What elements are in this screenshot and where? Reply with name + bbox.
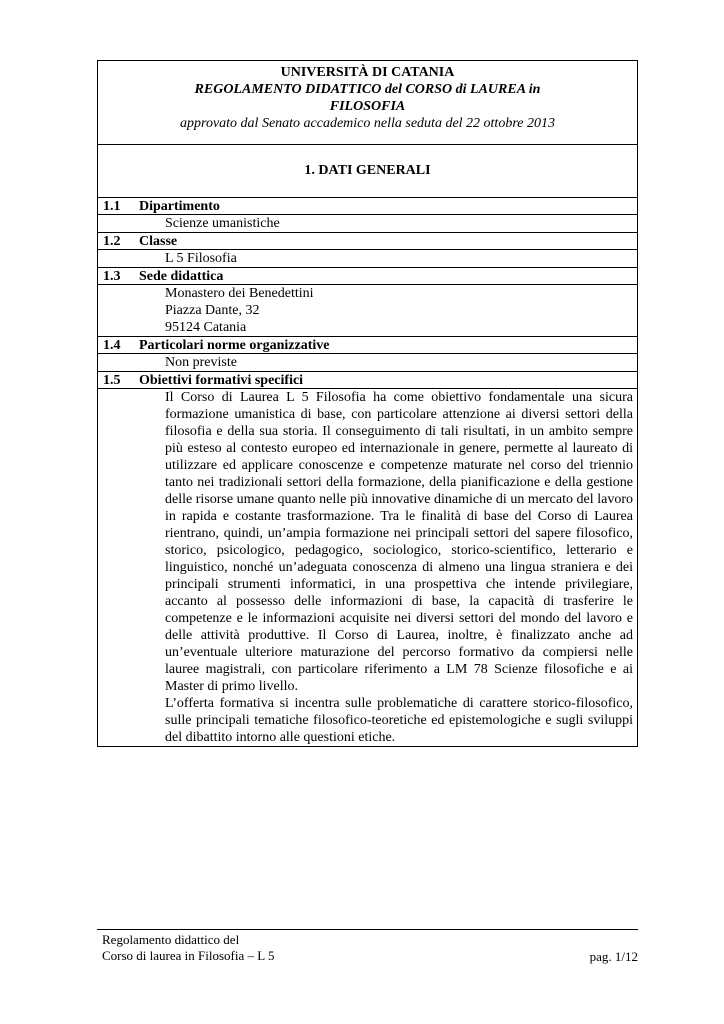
approval-note: approvato dal Senato accademico nella seduta del 22 ottobre 2013 — [180, 116, 555, 131]
item-number: 1.5 — [103, 373, 121, 388]
item-value-line: 95124 Catania — [165, 320, 247, 335]
item-header-classe — [98, 233, 637, 250]
item-header-sede — [98, 268, 637, 285]
item-number: 1.2 — [103, 234, 121, 249]
item-value-line: Monastero dei Benedettini — [165, 286, 314, 301]
item-header-dipartimento — [98, 198, 637, 215]
section-title: 1. DATI GENERALI — [98, 145, 637, 198]
paragraph: L’offerta formativa si incentra sulle problematiche di carattere storico-filosofico, sulle principali tematiche filosofico-teoretiche ed epistemologiche e sugli sviluppi del dibattito intorno alle questioni etiche. — [165, 696, 633, 745]
item-title: Classe — [139, 234, 178, 249]
item-number: 1.4 — [103, 338, 121, 353]
item-header-obiettivi — [98, 372, 637, 389]
item-number: 1.3 — [103, 269, 121, 284]
item-title: Sede didattica — [139, 269, 224, 284]
item-value-line: Non previste — [165, 355, 237, 370]
document-header — [98, 61, 637, 145]
item-value-line: Piazza Dante, 32 — [165, 303, 260, 318]
university-name: UNIVERSITÀ DI CATANIA — [280, 65, 455, 80]
item-value-dipartimento — [98, 215, 637, 233]
footer-divider — [97, 929, 638, 930]
item-value-sede — [98, 285, 637, 337]
item-value-line: L 5 Filosofia — [165, 251, 237, 266]
footer-document-title — [102, 932, 274, 964]
regulation-title-line1: REGOLAMENTO DIDATTICO del CORSO di LAUREA in — [194, 82, 541, 97]
regulation-title-line2: FILOSOFIA — [329, 99, 406, 114]
item-title: Dipartimento — [139, 199, 220, 214]
item-value-line: Scienze umanistiche — [165, 216, 280, 231]
item-value-classe — [98, 250, 637, 268]
page-number: pag. 1/12 — [589, 949, 638, 964]
item-value-norme — [98, 354, 637, 372]
item-number: 1.1 — [103, 199, 121, 214]
footer-line: Regolamento didattico del — [102, 932, 240, 947]
paragraph: Il Corso di Laurea L 5 Filosofia ha come obiettivo fondamentale una sicura formazione umanistica di base, con particolare attenzione ai diversi settori della filosofia e della sua storia. Il conseguimento di tali risultati, in un ambito sempre più esteso al contesto europeo ed internazionale in genere, permette al laureato di utilizzare ed applicare conoscenze e competenze maturate nel corso del triennio tanto nei tradizionali settori della formazione, della pianificazione e della gestione delle risorse umane quanto nelle più innovative dinamiche di un mercato del lavoro in rapida e costante trasformazione. Tra le finalità di base del Corso di Laurea rientrano, quindi, un’ampia formazione nei principali settori del sapere filosofico, storico, psicologico, pedagogico, sociologico, storico-scientifico, letterario e linguistico, nonché un’adeguata conoscenza di almeno una lingua straniera e dei principali strumenti informatici, in una prospettiva che intende privilegiare, accanto al possesso delle informazioni di base, la capacità di trasferire le competenze e le informazioni acquisite nei diversi settori del mondo del lavoro e delle attività produttive. Il Corso di Laurea, inoltre, è finalizzato anche ad un’eventuale ulteriore maturazione del percorso formativo da compiersi nelle lauree magistrali, con particolare riferimento a LM 78 Scienze filosofiche e ai Master di primo livello. — [165, 390, 633, 694]
footer-line: Corso di laurea in Filosofia – L 5 — [102, 948, 275, 963]
item-header-norme — [98, 337, 637, 354]
item-title: Particolari norme organizzative — [139, 338, 330, 353]
document-table — [97, 60, 638, 747]
item-value-obiettivi — [98, 389, 637, 746]
item-title: Obiettivi formativi specifici — [139, 373, 304, 388]
